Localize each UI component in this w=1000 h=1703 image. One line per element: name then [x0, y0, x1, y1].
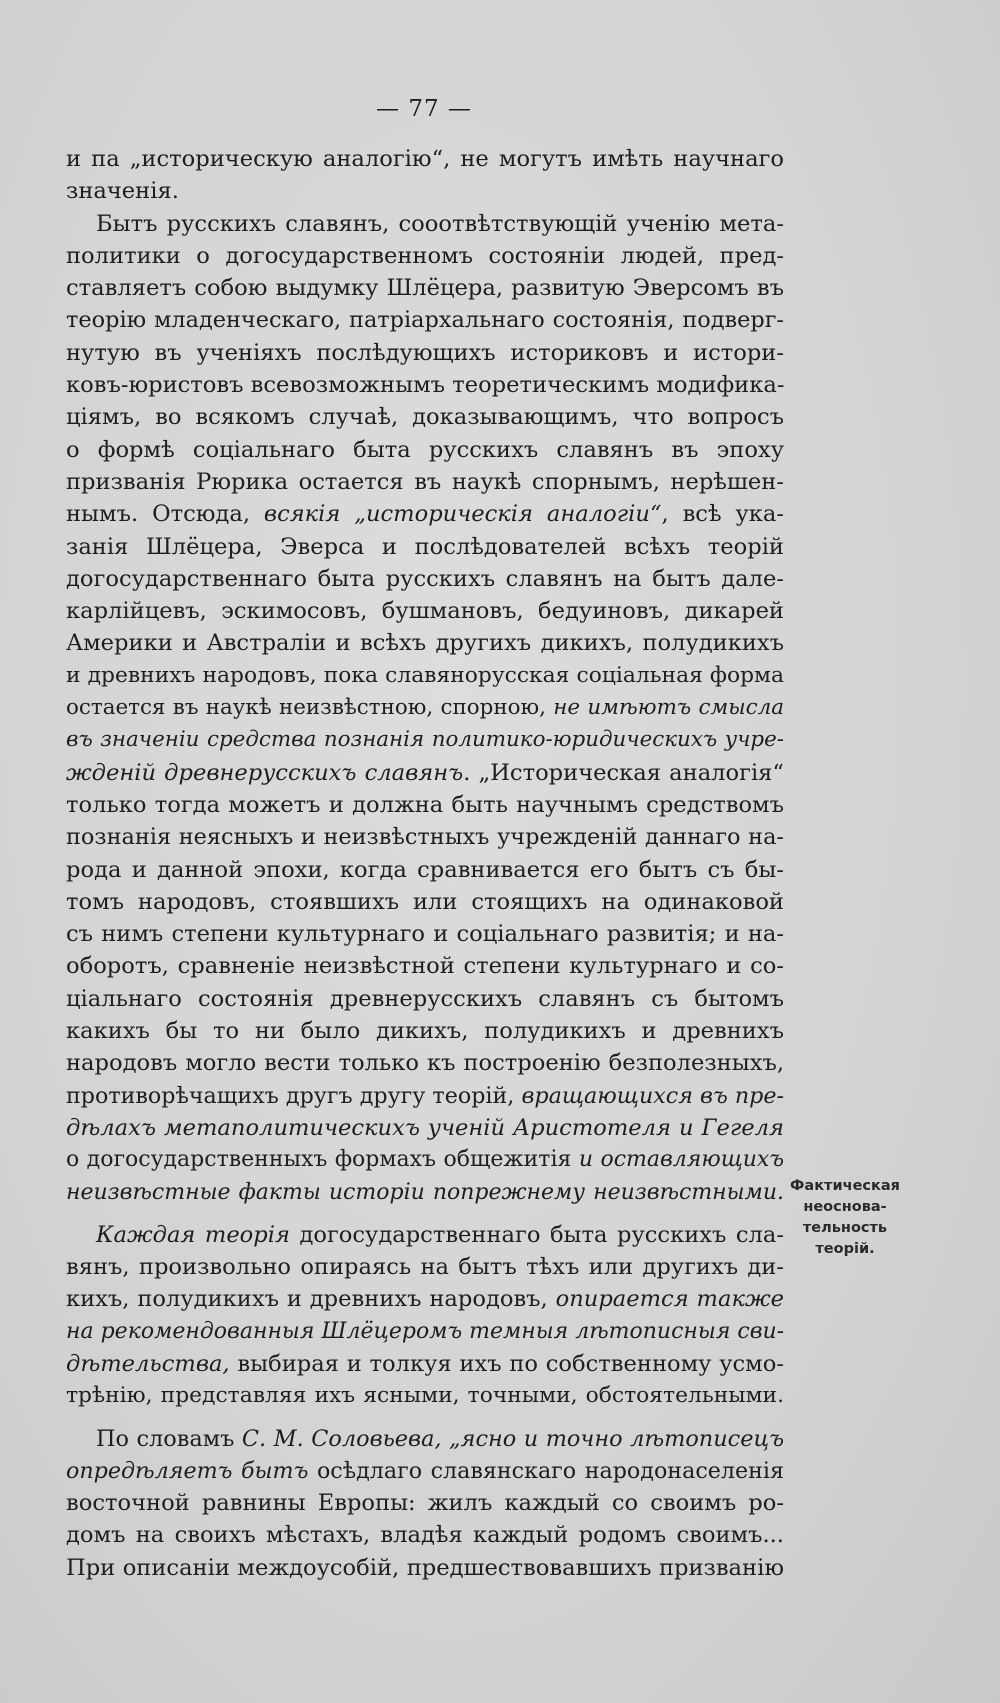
- text-segment: , всѣ ука-: [661, 501, 784, 528]
- text-line: [66, 757, 784, 789]
- text-segment: значенія.: [66, 178, 179, 205]
- text-line: [66, 563, 784, 595]
- text-segment: остается въ наукѣ неизвѣстною, спорною,: [66, 695, 554, 721]
- text-segment: нутую въ ученіяхъ послѣдующихъ историковъ и истори-: [66, 339, 784, 366]
- text-segment: занія Шлёцера, Эверса и послѣдователей всѣхъ теорій: [66, 533, 784, 560]
- text-line: [66, 950, 784, 982]
- text-line: [66, 1177, 784, 1209]
- text-segment: томъ народовъ, стоявшихъ или стоящихъ на одинаковой: [66, 888, 784, 915]
- text-line: [66, 1144, 784, 1176]
- text-line: [66, 401, 784, 433]
- text-line: [66, 983, 784, 1015]
- text-segment: вянъ, произвольно опираясь на бытъ тѣхъ или другихъ ди-: [66, 1254, 784, 1281]
- text-segment: При описаніи междоусобій, предшествовавшихъ призванію: [66, 1554, 784, 1581]
- text-segment: трѣнію, представляя ихъ ясными, точными, обстоятельными.: [66, 1383, 784, 1409]
- italic-text: всякія „историческія аналогіи“: [263, 501, 662, 528]
- text-line: [66, 466, 784, 498]
- text-line: [66, 1455, 784, 1487]
- italic-text: на рекомендованныя Шлёцеромъ темныя лѣтописныя сви-: [66, 1318, 785, 1344]
- text-line: [66, 208, 784, 240]
- text-segment: . „Историческая аналогія“: [463, 759, 784, 786]
- text-segment: съ нимъ степени культурнаго и соціальнаго развитія; и на-: [66, 921, 784, 948]
- text-line: [66, 627, 784, 659]
- text-segment: какихъ бы то ни было дикихъ, полудикихъ и древнихъ: [66, 1018, 784, 1045]
- text-segment: и древнихъ народовъ, пока славянорусская соціальная форма: [66, 662, 784, 688]
- italic-text: вращающихся въ пре-: [521, 1082, 784, 1109]
- text-segment: политики о догосударственномъ состояніи людей, пред-: [66, 242, 784, 269]
- text-line: [66, 1380, 784, 1412]
- text-line: [66, 692, 784, 724]
- text-segment: восточной равнины Европы: жилъ каждый со своимъ ро-: [66, 1490, 784, 1517]
- italic-text: опредѣляетъ бытъ: [66, 1457, 309, 1484]
- text-line: [66, 1423, 784, 1455]
- text-segment: познанія неясныхъ и неизвѣстныхъ учрежденій даннаго на-: [66, 824, 784, 851]
- italic-text: жденій древнерусскихъ славянъ: [66, 759, 464, 786]
- text-segment: ставляетъ собою выдумку Шлёцера, развитую Эверсомъ въ: [66, 275, 784, 302]
- text-segment: карлійцевъ, эскимосовъ, бушмановъ, бедуиновъ, дикарей: [66, 598, 784, 625]
- text-segment: оборотъ, сравненіе неизвѣстной степени культурнаго и со-: [66, 953, 784, 980]
- text-segment: о догосударственныхъ формахъ общежитія: [66, 1147, 579, 1173]
- text-line: [66, 143, 784, 175]
- margin-note-line: теорій.: [815, 1241, 875, 1257]
- text-line: [66, 1316, 784, 1348]
- text-line: [66, 821, 784, 853]
- text-line: [66, 724, 784, 756]
- italic-text: дѣтельства,: [66, 1350, 230, 1377]
- text-segment: о формѣ соціальнаго быта русскихъ славянъ въ эпоху: [66, 436, 784, 463]
- text-segment: противорѣчащихъ другъ другу теорій,: [66, 1082, 522, 1109]
- text-segment: кихъ, полудикихъ и древнихъ народовъ,: [66, 1286, 556, 1313]
- text-line: [66, 1251, 784, 1283]
- text-segment: нымъ. Отсюда,: [66, 501, 264, 528]
- text-line: [66, 1487, 784, 1519]
- text-line: [66, 660, 784, 692]
- text-line: [66, 498, 784, 530]
- paragraph-gap: [66, 1209, 784, 1219]
- text-line: [66, 1552, 784, 1584]
- text-segment: осѣдлаго славянскаго народонаселенія: [308, 1457, 784, 1484]
- text-line: [66, 595, 784, 627]
- margin-note-line: тельность: [802, 1220, 888, 1236]
- italic-text: въ значеніи средства познанія политико-юридическихъ учре-: [66, 727, 784, 753]
- text-line: [66, 918, 784, 950]
- text-segment: Бытъ русскихъ славянъ, сооотвѣтствующій ученію мета-: [96, 210, 784, 237]
- text-line: [66, 1047, 784, 1079]
- text-line: [66, 369, 784, 401]
- text-line: [66, 240, 784, 272]
- italic-text: опирается также: [555, 1286, 784, 1313]
- text-segment: рода и данной эпохи, когда сравнивается его бытъ съ бы-: [66, 856, 784, 883]
- text-line: [66, 886, 784, 918]
- page-number: — 77 —: [376, 96, 472, 122]
- text-segment: догосударственнаго быта русскихъ сла-: [289, 1221, 784, 1248]
- text-segment: только тогда можетъ и должна быть научнымъ средствомъ: [66, 791, 784, 818]
- text-line: [66, 789, 784, 821]
- text-line: [66, 1519, 784, 1551]
- body-text: [66, 143, 784, 1584]
- italic-text: и оставляющихъ: [578, 1147, 785, 1173]
- text-line: [66, 854, 784, 886]
- text-line: [66, 1080, 784, 1112]
- text-segment: призванія Рюрика остается въ наукѣ спорнымъ, нерѣшен-: [66, 468, 784, 495]
- text-segment: По словамъ: [96, 1425, 242, 1452]
- text-segment: и па „историческую аналогію“, не могутъ имѣть научнаго: [66, 146, 784, 172]
- text-line: [66, 1348, 784, 1380]
- text-line: [66, 1015, 784, 1047]
- text-segment: теорію младенческаго, патріархальнаго состоянія, подверг-: [66, 307, 784, 334]
- text-segment: Америки и Австраліи и всѣхъ другихъ дикихъ, полудикихъ: [66, 630, 784, 657]
- text-line: [66, 1283, 784, 1315]
- italic-text: Каждая теорія: [96, 1221, 290, 1248]
- paragraph-gap: [66, 1413, 784, 1423]
- italic-text: не имѣютъ смысла: [553, 695, 784, 721]
- text-line: [66, 1112, 784, 1144]
- italic-text: неизвѣстные факты исторіи попрежнему неизвѣстными.: [66, 1179, 784, 1205]
- margin-note: [780, 1176, 910, 1260]
- text-segment: народовъ могло вести только къ построенію безполезныхъ,: [66, 1050, 784, 1077]
- text-line: [66, 272, 784, 304]
- text-segment: ціямъ, во всякомъ случаѣ, доказывающимъ, что вопросъ: [66, 404, 784, 431]
- text-segment: ковъ-юристовъ всевозможнымъ теоретическимъ модифика-: [66, 372, 785, 399]
- text-line: [66, 175, 784, 207]
- italic-text: С. М. Соловьева, „ясно и точно лѣтописецъ: [241, 1425, 784, 1452]
- text-line: [66, 531, 784, 563]
- text-line: [66, 434, 784, 466]
- text-line: [66, 1219, 784, 1251]
- italic-text: дѣлахъ метаполитическихъ ученій Аристотеля и Гегеля: [66, 1114, 784, 1141]
- text-segment: догосударственнаго быта русскихъ славянъ на бытъ дале-: [66, 565, 784, 592]
- margin-note-line: неоснова-: [803, 1199, 887, 1215]
- text-segment: ціальнаго состоянія древнерусскихъ славянъ съ бытомъ: [66, 985, 784, 1012]
- text-segment: выбирая и толкуя ихъ по собственному усмо-: [229, 1350, 784, 1377]
- text-line: [66, 304, 784, 336]
- text-segment: домъ на своихъ мѣстахъ, владѣя каждый родомъ своимъ...: [66, 1522, 784, 1549]
- text-line: [66, 337, 784, 369]
- margin-note-line: Фактическая: [790, 1178, 900, 1194]
